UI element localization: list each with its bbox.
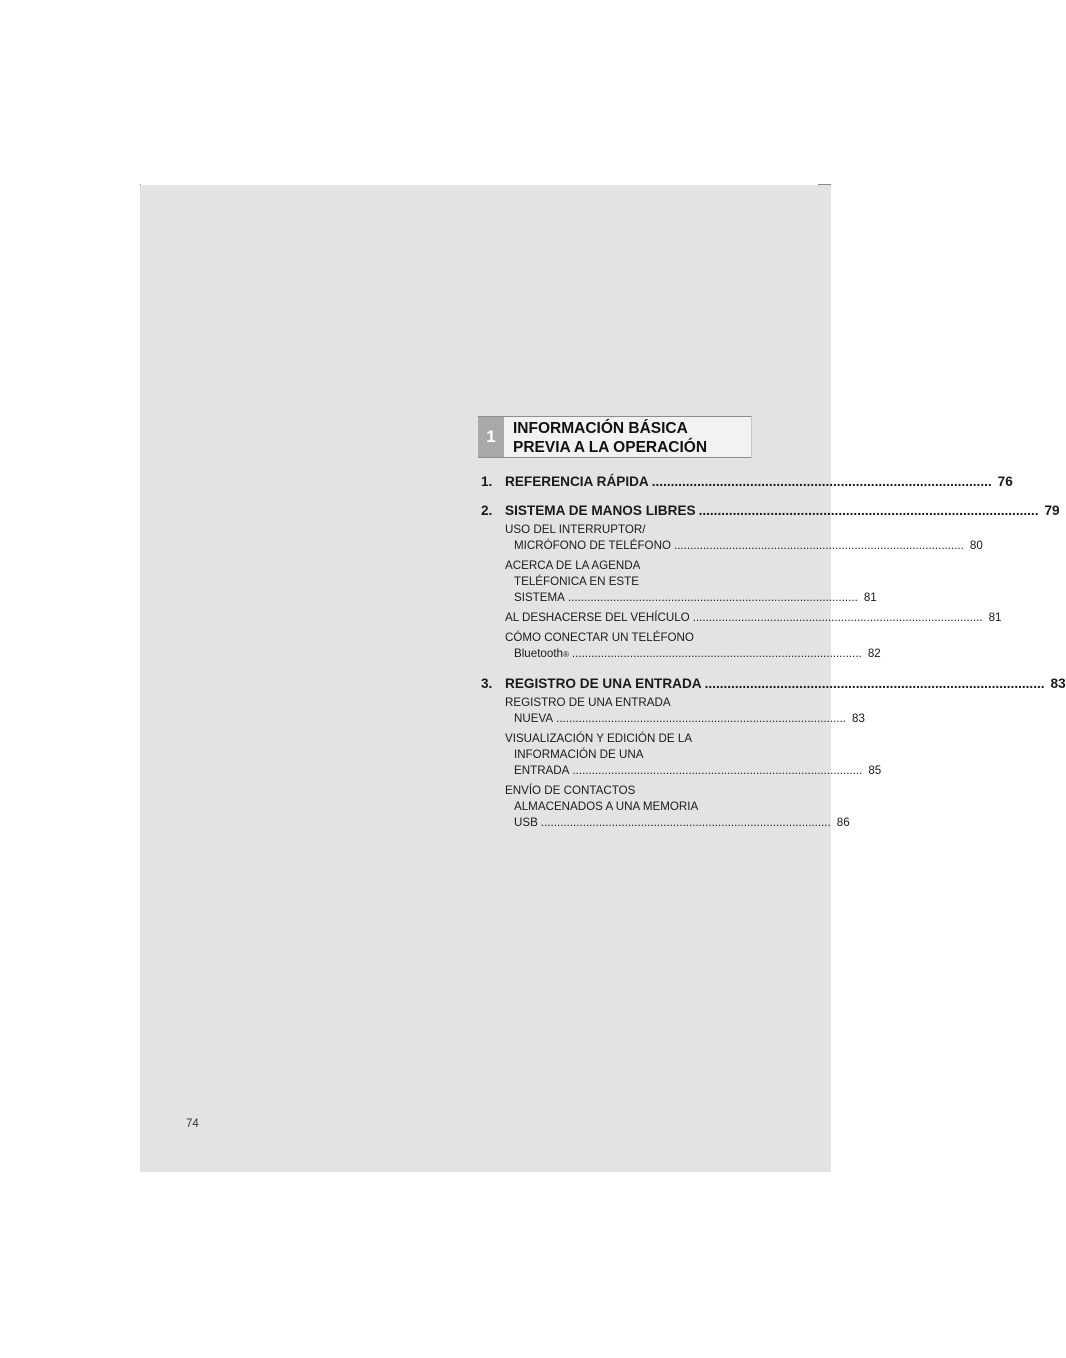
toc-entry-page: 79: [1044, 503, 1060, 518]
toc-leader-dots: ..........................................................................................: [704, 676, 1045, 691]
toc-subentry[interactable]: [505, 610, 1002, 626]
section-title-line: INFORMACIÓN BÁSICA: [513, 420, 688, 437]
toc-subentry-line: USO DEL INTERRUPTOR/: [505, 523, 646, 536]
toc-subentry[interactable]: [505, 783, 850, 831]
toc-subentry-page: 85: [868, 764, 882, 777]
toc-entry-number: 2.: [481, 503, 493, 518]
toc-subentry-line: ACERCA DE LA AGENDA: [505, 559, 641, 572]
crop-mark-top-left: [140, 184, 141, 185]
toc-subentry[interactable]: [505, 731, 882, 779]
toc-leader-dots: ..........................................................................................: [540, 816, 831, 829]
toc-subentry-line: SISTEMA: [514, 591, 565, 604]
toc-subentry-line: ENTRADA: [514, 764, 570, 777]
toc-subentry-line: USB: [514, 816, 538, 829]
toc-entry-title: REFERENCIA RÁPIDA: [505, 474, 649, 489]
toc-subentry-line: MICRÓFONO DE TELÉFONO: [514, 539, 671, 552]
toc-leader-dots: ..........................................................................................: [571, 647, 862, 660]
toc-leader-dots: ..........................................................................................: [651, 474, 992, 489]
toc-entry-number: 1.: [481, 474, 493, 489]
toc-subentry-line: INFORMACIÓN DE UNA: [514, 748, 644, 761]
section-header: [478, 416, 752, 458]
section-title: [504, 417, 751, 457]
toc-entry[interactable]: [481, 676, 1066, 691]
toc-entry[interactable]: [481, 474, 1013, 489]
toc-subentries: [505, 522, 1002, 662]
toc-subentry-line: REGISTRO DE UNA ENTRADA: [505, 696, 671, 709]
toc-entry-number: 3.: [481, 676, 493, 691]
toc-subentry-line: ENVÍO DE CONTACTOS: [505, 784, 636, 797]
toc-leader-dots: ..........................................................................................: [698, 503, 1039, 518]
toc-subentry-page: 81: [988, 611, 1002, 624]
toc-subentry[interactable]: [505, 522, 983, 554]
toc-subentry-line: CÓMO CONECTAR UN TELÉFONO: [505, 631, 694, 644]
toc-subentry[interactable]: [505, 558, 877, 606]
toc-subentry-line: AL DESHACERSE DEL VEHÍCULO: [505, 611, 690, 624]
toc-subentry[interactable]: CÓMO CONECTAR UN TELÉFONO Bluetooth ® .......................................................................................... 82: [505, 631, 881, 660]
toc-subentry-line: NUEVA: [514, 712, 554, 725]
toc-subentry-page: 83: [852, 712, 865, 725]
toc-subentry-line: Bluetooth: [514, 647, 563, 660]
toc-subentry-page: 86: [836, 816, 850, 829]
toc-leader-dots: ..........................................................................................: [556, 712, 846, 725]
toc-subentry-line: VISUALIZACIÓN Y EDICIÓN DE LA: [505, 732, 693, 745]
toc-entry-page: 76: [997, 474, 1013, 489]
section-title-line: PREVIA A LA OPERACIÓN: [513, 439, 708, 456]
toc-subentries: [505, 695, 882, 831]
page-number: 74: [186, 1118, 199, 1130]
toc-subentry-page: 81: [863, 591, 877, 604]
crop-mark-top-right: [818, 184, 831, 185]
toc-leader-dots: ..........................................................................................: [692, 611, 983, 624]
toc-entry[interactable]: [481, 503, 1060, 518]
toc-leader-dots: ..........................................................................................: [567, 591, 858, 604]
toc-entry-page: 83: [1050, 676, 1066, 691]
toc-entry-title: REGISTRO DE UNA ENTRADA: [505, 676, 702, 691]
table-of-contents: [481, 474, 1066, 831]
toc-subentry-line: TELÉFONICA EN ESTE: [514, 575, 639, 588]
toc-leader-dots: ..........................................................................................: [572, 764, 863, 777]
toc-leader-dots: ..........................................................................................: [673, 539, 964, 552]
toc-subentry-page: 80: [969, 539, 983, 552]
toc-entry-title: SISTEMA DE MANOS LIBRES: [505, 503, 696, 518]
section-number: 1: [478, 417, 504, 457]
toc-subentry-page: 82: [867, 647, 881, 660]
toc-subentry-line: ALMACENADOS A UNA MEMORIA: [514, 800, 699, 813]
toc-subentry[interactable]: [505, 695, 865, 727]
